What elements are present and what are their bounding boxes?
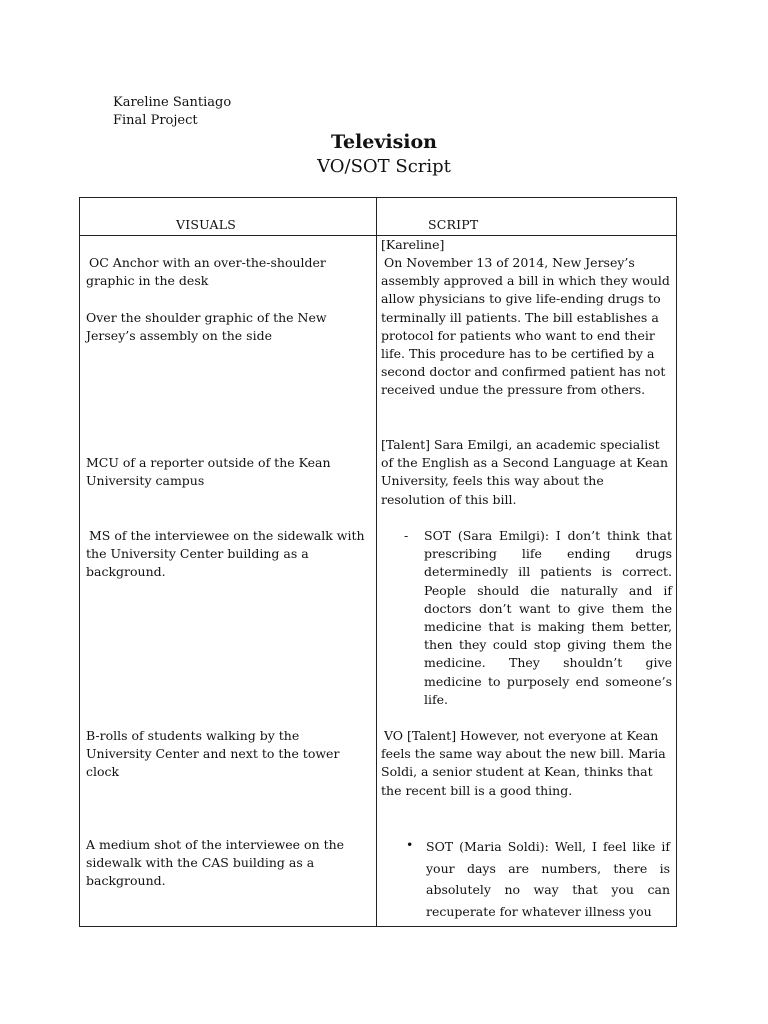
project-label: Final Project [113,113,198,128]
vo-paragraph: VO [Talent] However, not everyone at Kean feels the same way about the new bill. Maria Soldi, a senior student at Kean, thinks that the recent bill is a good thing. [381,728,666,798]
anchor-tag: [Kareline] [381,237,445,252]
dash-marker: - [404,528,409,543]
column-divider [376,198,377,926]
visual-cell: OC Anchor with an over-the-shoulder graphic in the desk [86,255,326,289]
visual-cell: Over the shoulder graphic of the New Jersey’s assembly on the side [86,310,327,344]
bullet-marker: • [406,837,414,852]
talent-intro-paragraph: [Talent] Sara Emilgi, an academic specialist of the English as a Second Language at Kean University, feels this way about the resolution of this bill. [381,437,668,507]
document-title: Television [330,131,437,153]
script-table [79,197,677,927]
visual-cell: A medium shot of the interviewee on the sidewalk with the CAS building as a background. [86,837,345,889]
author-block [113,94,231,130]
sot-maria-text: SOT (Maria Soldi): Well, I feel like if your days are numbers, there is absolutely no way that you can recuperate for whatever illness you [426,839,670,919]
anchor-paragraph: On November 13 of 2014, New Jersey’s assembly approved a bill in which they would allow physicians to give life-ending drugs to terminally ill patients. The bill establishes a protocol for patients who want to end their life. This procedure has to be certified by a second doctor and confirmed patient has not received undue the pressure from others. [381,255,670,398]
visual-cell: MS of the interviewee on the sidewalk with the University Center building as a background. [86,528,365,580]
visuals-column-header: VISUALS [176,217,236,232]
visual-cell: B-rolls of students walking by the University Center and next to the tower clock [86,728,340,780]
script-column-header: SCRIPT [428,217,479,232]
visual-cell: MCU of a reporter outside of the Kean University campus [86,455,331,489]
author-name: Kareline Santiago [113,95,232,110]
document-subtitle: VO/SOT Script [317,156,451,177]
sot-sara-text: SOT (Sara Emilgi): I don’t think that prescribing life ending drugs determinedly ill patients is correct. People should die naturally and if doctors don’t want to give them the medicine that is making them better, then they could stop giving them the medicine. They shouldn’t give medicine to purposely end someone’s life. [424,528,672,707]
